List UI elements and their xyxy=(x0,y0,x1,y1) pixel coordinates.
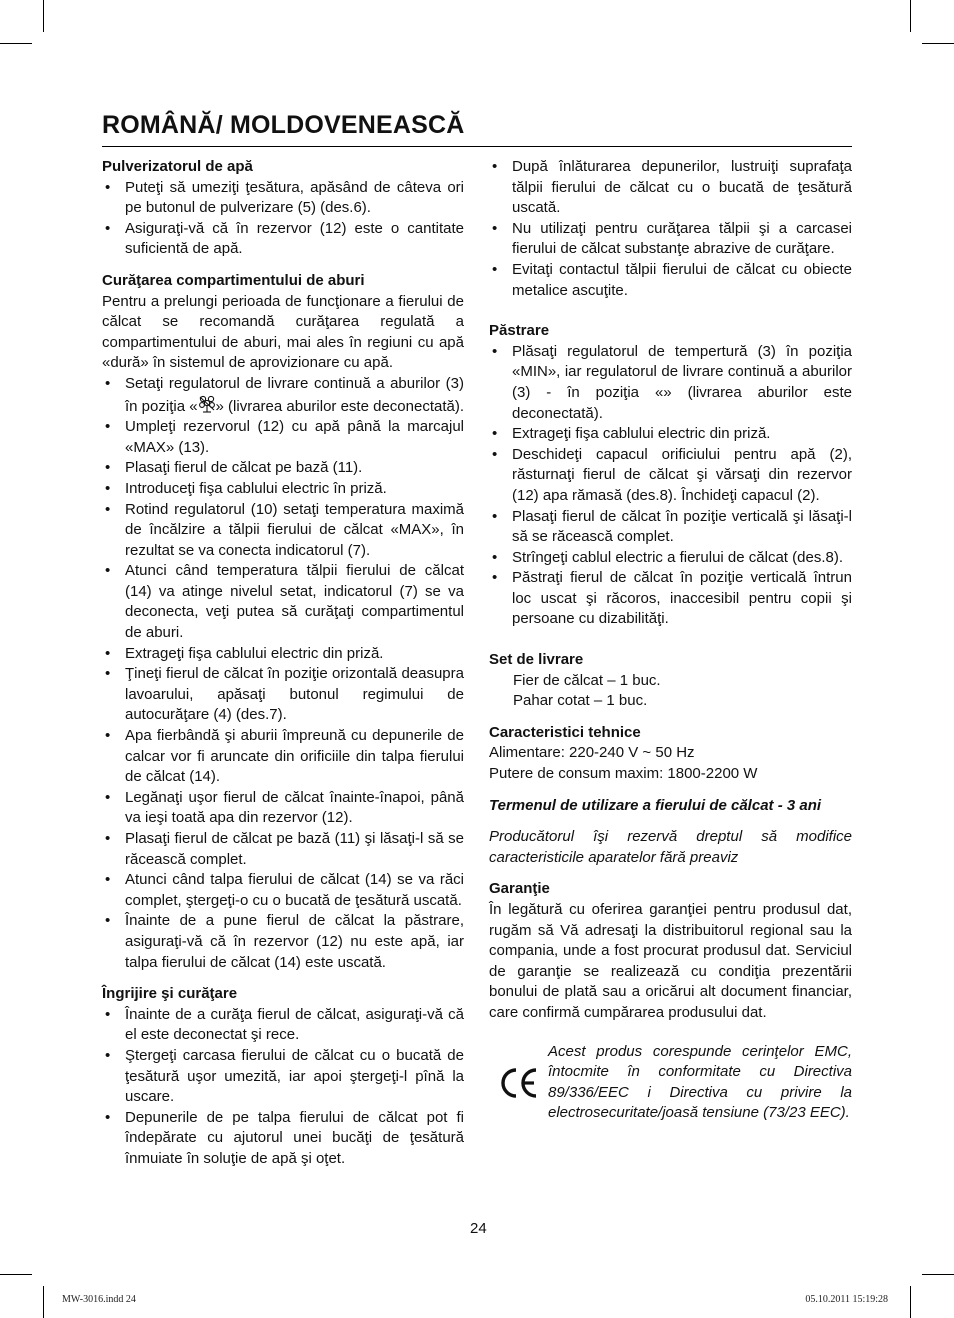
section-heading-spray: Pulverizatorul de apă xyxy=(102,158,253,175)
section-heading-care: Îngrijire şi curăţare xyxy=(102,985,238,1003)
left-column xyxy=(102,157,464,1170)
list-item: • Rotind regulatorul (10) setaţi temperatura maximă de încălzire a tălpii fierului de călcat «MAX», în rezultat se va conecta indicatorul (7). xyxy=(105,500,464,559)
warranty-paragraph: În legătură cu oferirea garanţiei pentru produsul dat, rugăm să Vă adresaţi la distribuitorul regional sau la compania, unde a fost procurat produsul dat. Serviciul de garanţie se realizează cu condiţia prezentării bonului de plată sau a oricărui alt document financiar, care confirmă cumpărarea produsului dat. xyxy=(489,901,852,1021)
footer-timestamp: 05.10.2011 15:19:28 xyxy=(805,1294,888,1305)
delivery-item: Fier de călcat – 1 buc. xyxy=(513,671,661,689)
crop-mark xyxy=(43,1286,44,1318)
section-heading-steam-cleaning: Curăţarea compartimentului de aburi xyxy=(102,271,365,289)
care-list-continued xyxy=(489,157,852,301)
list-item: • Ştergeţi carcasa fierului de călcat cu o bucată de ţesătură uşor umezită, iar apoi ştergeţi-l pînă la uscare. xyxy=(105,1046,464,1106)
crop-mark xyxy=(922,1274,954,1275)
list-item: • Evitaţi contactul tălpii fierului de călcat cu obiecte metalice ascuţite. xyxy=(492,260,852,299)
list-item: • Extrageţi fişa cablului electric din priză. xyxy=(105,644,384,662)
list-item: • Plasaţi fierul de călcat pe bază (11). xyxy=(105,459,363,477)
list-item: • Introduceţi fişa cablului electric în priză. xyxy=(105,479,387,497)
list-item: • Atunci când talpa fierului de călcat (14) se va răci complet, ştergeţi-o cu o bucată de ţesătură uscată. xyxy=(105,871,464,909)
section-heading-storage: Păstrare xyxy=(489,322,550,340)
crop-mark xyxy=(910,0,911,32)
section-heading-delivery-set: Set de livrare xyxy=(489,651,584,669)
spray-list xyxy=(102,178,464,260)
right-column xyxy=(489,157,852,1126)
list-item: • Umpleţi rezervorul (12) cu apă până la marcajul «MAX» (13). xyxy=(105,418,464,456)
list-item: • Setaţi regulatorul de livrare continuă a aburilor (3) în poziţia « » (livrarea aburilor este deconectată). xyxy=(105,374,465,415)
section-heading-specs: Caracteristici tehnice xyxy=(489,723,641,741)
list-item: • Extrageţi fişa cablului electric din priză. xyxy=(492,425,771,443)
delivery-item: Pahar cotat – 1 buc. xyxy=(513,692,648,710)
ce-mark-icon xyxy=(499,1066,539,1100)
crop-mark xyxy=(43,0,44,32)
crop-mark xyxy=(0,43,32,44)
ce-compliance xyxy=(489,1042,852,1126)
list-item: • Înainte de a pune fierul de călcat la păstrare, asiguraţi-vă că în rezervor (12) nu este apă, iar talpa fierului de călcat (14) este uscată. xyxy=(105,912,464,971)
list-item: • Ţineţi fierul de călcat în poziţie orizontală deasupra lavoarului, apăsaţi butonul regimului de autocurăţare (4) (des.7). xyxy=(105,665,464,724)
manufacturer-rights-note: Producătorul îşi rezervă dreptul să modifice caracteristicile aparatelor fără preaviz xyxy=(489,828,852,866)
steam-cleaning-list xyxy=(102,374,464,973)
list-item: • Strîngeţi cablul electric a fierului de călcat (des.8). xyxy=(492,548,843,566)
spec-line: Putere de consum maxim: 1800-2200 W xyxy=(489,765,758,783)
footer-file: MW-3016.indd 24 xyxy=(62,1294,136,1305)
list-item: • Înainte de a curăţa fierul de călcat, asiguraţi-vă că el este deconectat şi rece. xyxy=(105,1005,464,1044)
service-life-note: Termenul de utilizare a fierului de călcat - 3 ani xyxy=(489,796,822,814)
list-item: • Plăsaţi regulatorul de tempertură (3) în poziţia «MIN», iar regulatorul de livrare continuă a aburilor (3) - în poziţia «» (livrarea aburilor este deconectată). xyxy=(492,342,852,422)
list-item: • Legănaţi uşor fierul de călcat înainte-înapoi, până va ieşi toată apa din rezervor (12). xyxy=(105,788,464,827)
list-item: • După înlăturarea depunerilor, lustruiţi suprafaţa tălpii fierului de călcat cu o bucată de ţesătură uscată. xyxy=(492,158,852,217)
list-item: • Puteţi să umeziţi ţesătura, apăsând de câteva ori pe butonul de pulverizare (5) (des.6). xyxy=(105,178,464,217)
ce-compliance-text: Acest produs corespunde cerinţelor EMC, întocmite în conformitate cu Directiva 89/336/EEC i Directiva cu privire la electrosecuritate/joasă tensiune (73/23 EEC). xyxy=(548,1042,852,1122)
list-item: • Asiguraţi-vă că în rezervor (12) este o cantitate suficientă de apă. xyxy=(105,219,464,258)
list-item: • Nu utilizaţi pentru curăţarea tălpii şi a carcasei fierului de călcat substanţe abrazive de curăţare. xyxy=(492,219,852,258)
page-number: 24 xyxy=(470,1220,487,1237)
list-item: • Depunerile de pe talpa fierului de călcat pot fi îndepărate cu ajutorul unei bucăţi de ţesătură înmuiate în soluţie de apă şi oţet. xyxy=(105,1108,464,1167)
list-item: • Păstraţi fierul de călcat în poziţie verticală întrun loc uscat şi răcoros, inaccesibil pentru copii şi persoane cu dizabilităţi. xyxy=(492,569,852,628)
crop-mark xyxy=(0,1274,32,1275)
list-item: • Plasaţi fierul de călcat în poziţie verticală şi lăsaţi-l să se răcească complet. xyxy=(492,507,852,546)
list-item: • Plasaţi fierul de călcat pe bază (11) şi lăsaţi-l să se răcească complet. xyxy=(105,830,464,868)
paragraph: Pentru a prelungi perioada de funcţionare a fierului de călcat se recomandă curăţarea regulată a compartimentului de aburi, mai ales în regiuni cu apă «dură» în sistemul de aprovizionare cu apă. xyxy=(102,292,464,372)
list-item: • Deschideţi capacul orificiului pentru apă (2), răsturnaţi fierul de călcat şi vărsaţi din rezervor (12) apa rămasă (des.8). Închideţi capacul (2). xyxy=(492,445,852,504)
care-list xyxy=(102,1005,464,1170)
list-item: • Atunci când temperatura tălpii fierului de călcat (14) va atinge nivelul setat, indicatorul (7) se va deconecta, veţi putea să curăţaţi compartimentul de aburi. xyxy=(105,562,464,642)
storage-list xyxy=(489,342,852,630)
spec-line: Alimentare: 220-240 V ~ 50 Hz xyxy=(489,744,695,762)
crop-mark xyxy=(922,43,954,44)
title-rule xyxy=(102,146,852,147)
crop-mark xyxy=(910,1286,911,1318)
page-title: ROMÂNĂ/ MOLDOVENEASCĂ xyxy=(102,111,465,139)
section-heading-warranty: Garanţie xyxy=(489,880,550,898)
list-item: • Apa fierbândă şi aburii împreună cu depunerile de calcar vor fi aruncate din orificiile din talpa fierului de călcat (14). xyxy=(105,727,464,786)
steam-off-icon xyxy=(198,395,216,415)
